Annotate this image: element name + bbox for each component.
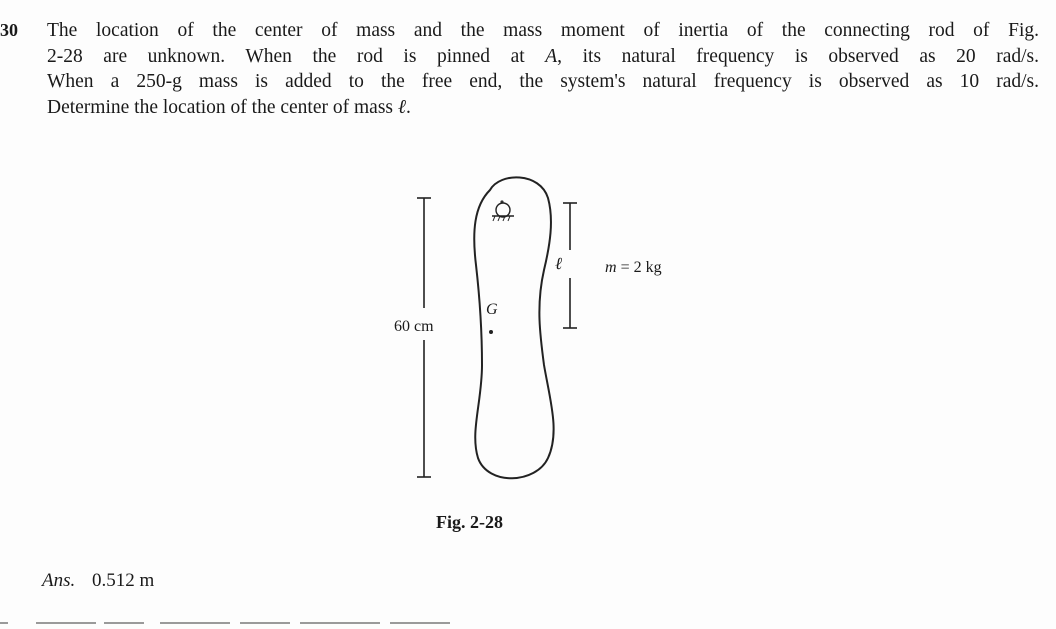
answer-line: [42, 570, 154, 592]
mass-label: m = 2 kg: [605, 259, 662, 276]
figure-caption: Fig. 2-28: [436, 512, 503, 532]
center-of-mass-label: G: [486, 301, 498, 318]
center-of-mass-dot: [489, 330, 493, 334]
problem-statement: [47, 18, 1039, 120]
connecting-rod-outline: [474, 177, 553, 478]
answer-label: Ans.: [42, 570, 76, 591]
answer-value: 0.512 m: [92, 570, 155, 591]
problem-line-4: Determine the location of the center of mass ℓ.: [47, 96, 411, 118]
problem-line-1: The location of the center of mass and the mass moment of inertia of the connecting rod of Fig.: [47, 20, 1039, 41]
problem-number: 30: [0, 20, 18, 40]
pin-circle: [496, 203, 510, 217]
problem-line-3: When a 250-g mass is added to the free end, the system's natural frequency is observed as 10 rad/s.: [47, 71, 1039, 92]
connecting-rod-diagram: [380, 170, 710, 510]
problem-line-2: 2-28 are unknown. When the rod is pinned at A, its natural frequency is observed as 20 rad/s.: [47, 45, 1039, 67]
dimension-l-label: ℓ: [555, 254, 563, 273]
connecting-rod-figure: [380, 170, 710, 510]
cropped-next-line: [0, 618, 1056, 629]
dimension-60cm-label: 60 cm: [394, 318, 434, 335]
